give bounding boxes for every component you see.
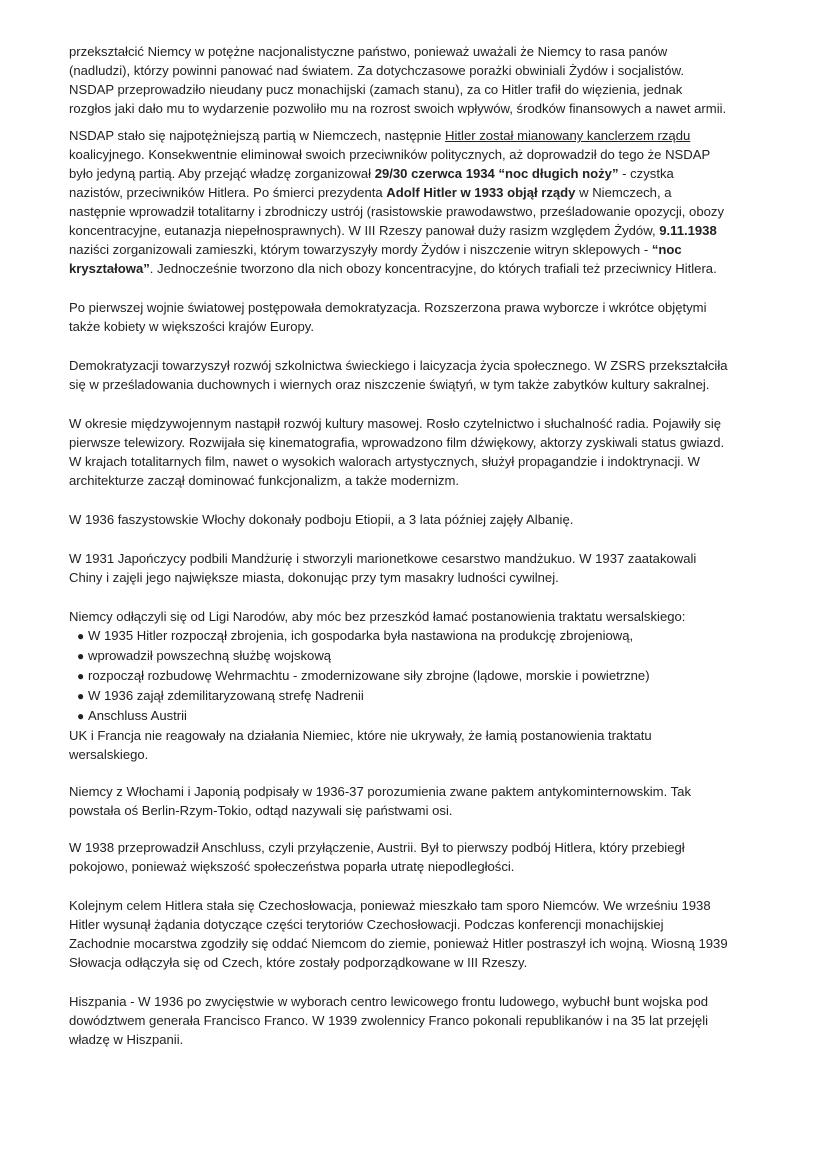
bullet-icon: ● (77, 649, 85, 663)
text-line (69, 240, 779, 259)
text-line: W okresie międzywojennym nastąpił rozwój kultury masowej. Rosło czytelnictwo i słuchalność radia. Pojawiły się (69, 416, 722, 431)
text-run: było jedyną partią. Aby przejąć władzę zorganizował (69, 166, 375, 181)
bold-text: kryształowa” (69, 261, 150, 276)
bold-text: 29/30 czerwca 1934 “noc długich noży” (374, 166, 619, 181)
document-page (69, 42, 779, 1049)
text-line: koalicyjnego. Konsekwentnie eliminował swoich przeciwników politycznych, aż doprowadził do tego że NSDAP (69, 147, 711, 162)
text-run: - czystka (618, 166, 674, 181)
bullet-icon: ● (77, 689, 85, 703)
bold-text: Adolf Hitler w 1933 objął rządy (386, 185, 576, 200)
text-line (69, 164, 779, 183)
text-line: W krajach totalitarnych film, nawet o wysokich walorach artystycznych, służył propagandzie i indoktrynacji. W (69, 454, 700, 469)
text-run: koncentracyjne, eutanazja niepełnosprawnych). W III Rzeszy panował duży rasizm względem Żydów, (69, 223, 660, 238)
bullet-icon: ● (77, 709, 85, 723)
text-run: NSDAP stało się najpotężniejszą partią w Niemczech, następnie (69, 128, 446, 143)
text-line: Niemcy odłączyli się od Ligi Narodów, aby móc bez przeszkód łamać postanowienia traktatu wersalskiego: (69, 609, 686, 624)
bullet-icon: ● (77, 669, 85, 683)
text-line: Zachodnie mocarstwa zgodziły się oddać Niemcom do ziemie, ponieważ Hitler postraszył ich wojną. Wiosną 1939 (69, 936, 728, 951)
paragraph-nsdap-origins (69, 42, 779, 118)
text-line: Niemcy z Włochami i Japonią podpisały w 1936-37 porozumienia zwane paktem antykominternowskim. Tak (69, 784, 691, 799)
text-run: naziści zorganizowali zamieszki, którym towarzyszyły mordy Żydów i niszczenie witryn sklepowych - (69, 242, 652, 257)
bullet-list (69, 626, 779, 726)
bold-text: 9.11.1938 (659, 223, 717, 238)
paragraph-anschluss (69, 838, 779, 876)
list-item (77, 686, 779, 706)
text-run: . Jednocześnie tworzono dla nich obozy koncentracyjne, do których trafiali też przeciwnicy Hitlera. (149, 261, 717, 276)
text-line: Demokratyzacji towarzyszył rozwój szkolnictwa świeckiego i laicyzacja życia społecznego. W ZSRS przekształciła (69, 358, 728, 373)
text-line: W 1936 faszystowskie Włochy dokonały podboju Etiopii, a 3 lata później zajęły Albanię. (69, 512, 574, 527)
paragraph-mass-culture (69, 414, 779, 490)
list-item (77, 646, 779, 666)
text-line: przekształcić Niemcy w potężne nacjonalistyczne państwo, ponieważ uważali że Niemcy to rasa panów (69, 44, 668, 59)
list-item-text: W 1935 Hitler rozpoczął zbrojenia, ich gospodarka była nastawiona na produkcję zbrojeniową, (88, 628, 634, 643)
list-item-text: W 1936 zajął zdemilitaryzowaną strefę Nadrenii (88, 688, 364, 703)
underlined-text: Hitler został mianowany kanclerzem rządu (445, 128, 691, 143)
text-line: powstała oś Berlin-Rzym-Tokio, odtąd nazywali się państwami osi. (69, 803, 453, 818)
text-line: W 1938 przeprowadził Anschluss, czyli przyłączenie, Austrii. Był to pierwszy podbój Hitlera, który przebiegł (69, 840, 685, 855)
list-item-text: wprowadził powszechną służbę wojskową (88, 648, 332, 663)
bullet-icon: ● (77, 629, 85, 643)
text-run: nazistów, przeciwników Hitlera. Po śmierci prezydenta (69, 185, 387, 200)
text-line (69, 126, 779, 145)
text-line: się w prześladowania duchownych i wiernych oraz niszczenie świątyń, w tym także zabytków kultury sakralnej. (69, 377, 710, 392)
text-line (69, 221, 779, 240)
text-line: pierwsze telewizory. Rozwijała się kinematografia, wprowadzono film dźwiękowy, aktorzy zyskiwali status gwiazd. (69, 435, 725, 450)
text-line: architekturze zaczął dominować funkcjonalizm, a także modernizm. (69, 473, 460, 488)
text-line: pokojowo, ponieważ większość społeczeństwa poparła utratę niepodległości. (69, 859, 515, 874)
list-item (77, 666, 779, 686)
paragraph-axis (69, 782, 779, 820)
text-line: następnie wprowadził totalitarny i zbrodniczy ustrój (rasistowskie prawodawstwo, prześladowanie opozycji, obozy (69, 204, 724, 219)
text-line: Hitler wysunął żądania dotyczące części terytoriów Czechosłowacji. Podczas konferencji monachijskiej (69, 917, 664, 932)
text-line: (nadludzi), którzy powinni panować nad światem. Za dotychczasowe porażki obwiniali Żydów i socjalistów. (69, 63, 684, 78)
text-line: Po pierwszej wojnie światowej postępowała demokratyzacja. Rozszerzona prawa wyborcze i wkrótce objętymi (69, 300, 707, 315)
list-item (77, 706, 779, 726)
text-line: rozgłos jaki dało mu to wydarzenie pozwoliło mu na rozrost swoich wpływów, środków finansowych a nawet armii. (69, 101, 727, 116)
text-line: Słowacja odłączyła się od Czech, które zostały podporządkowane w III Rzeszy. (69, 955, 528, 970)
text-line (69, 183, 779, 202)
list-item-text: rozpoczął rozbudowę Wehrmachtu - zmodernizowane siły zbrojne (lądowe, morskie i powietrzne) (88, 668, 650, 683)
bold-text: “noc (651, 242, 682, 257)
list-item (77, 626, 779, 646)
list-item-text: Anschluss Austrii (88, 708, 187, 723)
paragraph-secularization (69, 356, 779, 394)
text-line: NSDAP przeprowadziło nieudany pucz monachijski (zamach stanu), za co Hitler trafił do więzienia, jednak (69, 82, 683, 97)
text-line: W 1931 Japończycy podbili Mandżurię i stworzyli marionetkowe cesarstwo mandżukuo. W 1937 zaatakowali (69, 551, 697, 566)
paragraph-hitler-rise (69, 126, 779, 278)
text-run: w Niemczech, a (575, 185, 672, 200)
text-line: wersalskiego. (69, 747, 149, 762)
text-line: Hiszpania - W 1936 po zwycięstwie w wyborach centro lewicowego frontu ludowego, wybuchł bunt wojska pod (69, 994, 709, 1009)
paragraph-germany-league (69, 607, 779, 764)
text-line: Chiny i zajęli jego największe miasta, dokonując przy tym masakry ludności cywilnej. (69, 570, 559, 585)
paragraph-japan (69, 549, 779, 587)
text-line: władzę w Hiszpanii. (69, 1032, 184, 1047)
paragraph-czechoslovakia (69, 896, 779, 972)
paragraph-spain (69, 992, 779, 1049)
text-line (69, 259, 779, 278)
text-line: Kolejnym celem Hitlera stała się Czechosłowacja, ponieważ mieszkało tam sporo Niemców. We wrześniu 1938 (69, 898, 711, 913)
text-line: UK i Francja nie reagowały na działania Niemiec, które nie ukrywały, że łamią postanowienia traktatu (69, 728, 652, 743)
paragraph-democratization (69, 298, 779, 336)
text-line: także kobiety w większości krajów Europy. (69, 319, 314, 334)
paragraph-italy (69, 510, 779, 529)
text-line: dowództwem generała Francisco Franco. W 1939 zwolennicy Franco pokonali republikanów i na 35 lat przejęli (69, 1013, 709, 1028)
